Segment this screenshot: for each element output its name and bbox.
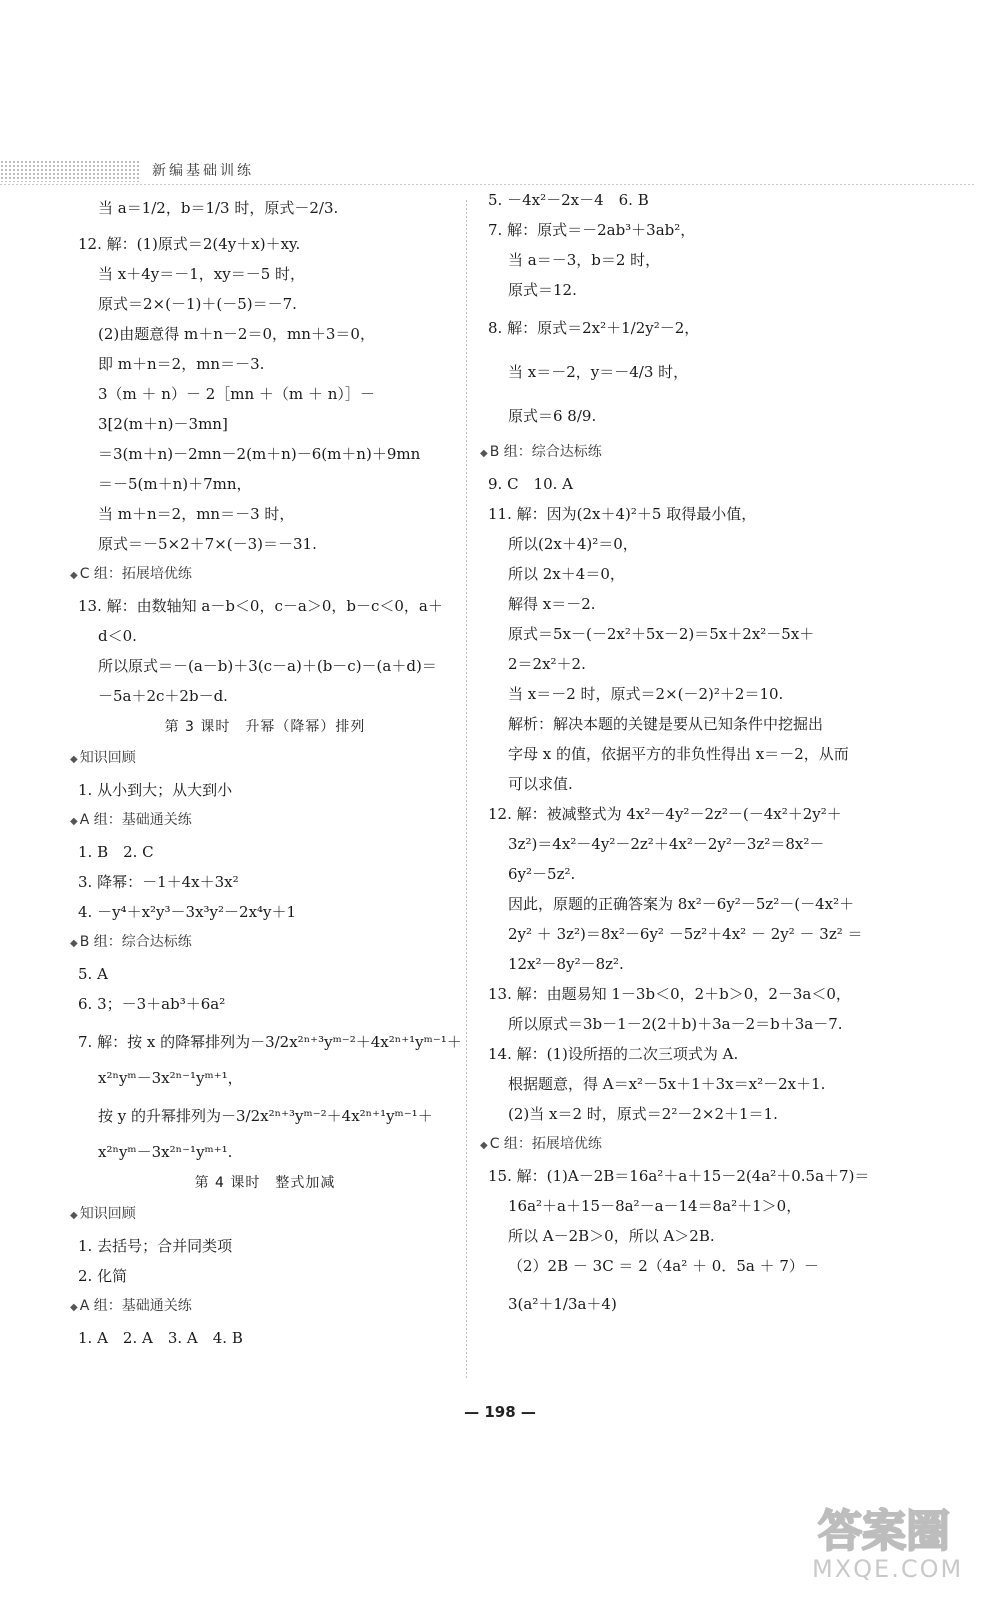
header-rule <box>0 184 975 185</box>
answer-item: 15. 解：(1)A－2B＝16a²＋a＋15－2(4a²＋0.5a＋7)＝ <box>488 1167 870 1185</box>
answer-item: 1. B 2. C <box>78 843 154 861</box>
answer-line: d＜0. <box>98 627 137 645</box>
answer-line: x²ⁿyᵐ－3x²ⁿ⁻¹yᵐ⁺¹， <box>98 1069 243 1087</box>
answer-line: （2）2B － 3C ＝ 2（4a² ＋ 0．5a ＋ 7）－ <box>508 1257 819 1275</box>
answer-line: 可以求值. <box>508 775 573 793</box>
answer-item: 1. 从小到大；从大到小 <box>78 781 233 799</box>
header-dot-band <box>0 160 140 182</box>
answer-item: 12. 解：被减整式为 4x²－4y²－2z²－(－4x²＋2y²＋ <box>488 805 842 823</box>
answer-line: 12x²－8y²－8z². <box>508 955 624 973</box>
page-number: — 198 — <box>464 1403 536 1421</box>
section-heading-text: B 组：综合达标练 <box>79 934 192 950</box>
answer-item: 13. 解：由题易知 1－3b＜0，2＋b＞0，2－3a＜0， <box>488 985 851 1003</box>
answer-line: 当 a＝－3，b＝2 时， <box>508 251 661 269</box>
lesson-title: 第 3 课时 升幂（降幂）排列 <box>164 719 366 735</box>
section-heading <box>70 932 460 954</box>
diamond-bullet-icon: ◆ <box>70 938 78 949</box>
answer-line: ＝－5(m＋n)＋7mn， <box>98 475 252 493</box>
answer-line: 当 a＝1/2，b＝1/3 时，原式－2/3. <box>98 199 339 217</box>
answer-line: 3z²)＝4x²－4y²－2z²＋4x²－2y²－3z²＝8x²－ <box>508 835 825 853</box>
section-heading <box>70 810 460 832</box>
answer-item: 8. 解：原式＝2x²＋1/2y²－2， <box>488 319 700 337</box>
answer-item: 1. A 2. A 3. A 4. B <box>78 1329 243 1347</box>
answer-item: 13. 解：由数轴知 a－b＜0，c－a＞0，b－c＜0，a＋ <box>78 597 443 615</box>
section-heading-text: C 组：拓展培优练 <box>489 1136 602 1152</box>
answer-item: 5. A <box>78 965 108 983</box>
answer-line: 解析：解决本题的关键是要从已知条件中挖掘出 <box>508 715 824 733</box>
answer-line: 原式＝－5×2＋7×(－3)＝－31. <box>98 535 317 553</box>
section-heading-text: 知识回顾 <box>79 750 136 766</box>
section-heading-text: 知识回顾 <box>79 1206 136 1222</box>
lesson-title: 第 4 课时 整式加减 <box>194 1175 336 1191</box>
answer-item: 1. 去括号；合并同类项 <box>78 1237 233 1255</box>
answer-line: 当 x＝－2 时，原式＝2×(－2)²＋2＝10. <box>508 685 784 703</box>
answer-line: 原式＝6 8/9. <box>508 407 597 425</box>
answer-line: 2＝2x²＋2. <box>508 655 586 673</box>
answer-item: 3. 降幂：－1＋4x＋3x² <box>78 873 239 891</box>
answer-item: 14. 解：(1)设所捂的二次三项式为 A. <box>488 1045 739 1063</box>
answer-item: 2. 化简 <box>78 1267 128 1285</box>
answer-item: 11. 解：因为(2x＋4)²＋5 取得最小值， <box>488 505 757 523</box>
section-heading <box>480 1134 975 1156</box>
section-heading-text: C 组：拓展培优练 <box>79 566 192 582</box>
answer-line: 3（m ＋ n）－ 2［mn ＋（m ＋ n）］－ <box>98 385 375 403</box>
answer-line: 当 m＋n＝2，mn＝－3 时， <box>98 505 295 523</box>
answer-line: (2)当 x＝2 时，原式＝2²－2×2＋1＝1. <box>508 1105 778 1123</box>
right-column <box>480 190 975 1330</box>
answer-line: 6y²－5z². <box>508 865 576 883</box>
answer-line: 即 m＋n＝2，mn＝－3. <box>98 355 265 373</box>
watermark-url: MXQE.COM <box>812 1555 964 1583</box>
answer-line: 所以 2x＋4＝0， <box>508 565 625 583</box>
answer-item: 9. C 10. A <box>488 475 574 493</box>
answer-line: 3(a²＋1/3a＋4) <box>508 1295 617 1313</box>
book-title: 新编基础训练 <box>152 163 254 179</box>
answer-line: 根据题意，得 A＝x²－5x＋1＋3x＝x²－2x＋1. <box>508 1075 826 1093</box>
answer-item: 12. 解：(1)原式＝2(4y＋x)＋xy. <box>78 235 301 253</box>
section-heading <box>70 748 460 770</box>
answer-line: 所以原式＝－(a－b)＋3(c－a)＋(b－c)－(a＋d)＝ <box>98 657 437 675</box>
section-heading-text: A 组：基础通关练 <box>79 1298 192 1314</box>
answer-line: 原式＝2×(－1)＋(－5)＝－7. <box>98 295 297 313</box>
section-heading <box>70 1296 460 1318</box>
diamond-bullet-icon: ◆ <box>480 1140 488 1151</box>
answer-line: 16a²＋a＋15－8a²－a－14＝8a²＋1＞0， <box>508 1197 802 1215</box>
answer-line: 解得 x＝－2. <box>508 595 596 613</box>
diamond-bullet-icon: ◆ <box>70 1210 78 1221</box>
answer-line: 2y² ＋ 3z²)＝8x²－6y² －5z²＋4x² － 2y² － 3z² ＝ <box>508 925 863 943</box>
answer-line: 原式＝5x－(－2x²＋5x－2)＝5x＋2x²－5x＋ <box>508 625 815 643</box>
answer-line: x²ⁿyᵐ－3x²ⁿ⁻¹yᵐ⁺¹. <box>98 1143 233 1161</box>
watermark-glyphs: 答案圈 <box>818 1506 950 1557</box>
answer-line: 原式＝12. <box>508 281 577 299</box>
answer-line: 因此，原题的正确答案为 8x²－6y²－5z²－(－4x²＋ <box>508 895 855 913</box>
answer-line: 字母 x 的值，依据平方的非负性得出 x＝－2，从而 <box>508 745 849 763</box>
diamond-bullet-icon: ◆ <box>70 816 78 827</box>
left-column <box>70 190 460 1358</box>
answer-line: 所以(2x＋4)²＝0， <box>508 535 638 553</box>
section-heading-text: A 组：基础通关练 <box>79 812 192 828</box>
answer-line: ＝3(m＋n)－2mn－2(m＋n)－6(m＋n)＋9mn <box>98 445 421 463</box>
answer-item: 5. －4x²－2x－4 6. B <box>488 191 649 209</box>
section-heading <box>70 1204 460 1226</box>
answer-line: 当 x＝－2，y＝－4/3 时， <box>508 363 689 381</box>
answer-line: (2)由题意得 m＋n－2＝0，mn＋3＝0， <box>98 325 375 343</box>
answer-item: 7. 解：按 x 的降幂排列为－3/2x²ⁿ⁺³yᵐ⁻²＋4x²ⁿ⁺¹yᵐ⁻¹＋ <box>78 1033 462 1051</box>
answer-line: 所以 A－2B＞0，所以 A＞2B. <box>508 1227 715 1245</box>
answer-item: 7. 解：原式＝－2ab³＋3ab²， <box>488 221 696 239</box>
section-heading <box>70 564 460 586</box>
diamond-bullet-icon: ◆ <box>480 448 488 459</box>
answer-item: 4. －y⁴＋x²y³－3x³y²－2x⁴y＋1 <box>78 903 297 921</box>
section-heading-text: B 组：综合达标练 <box>489 444 602 460</box>
diamond-bullet-icon: ◆ <box>70 1302 78 1313</box>
column-divider <box>466 200 467 1380</box>
answer-line: 所以原式＝3b－1－2(2＋b)＋3a－2＝b＋3a－7. <box>508 1015 843 1033</box>
answer-line: 按 y 的升幂排列为－3/2x²ⁿ⁺³yᵐ⁻²＋4x²ⁿ⁺¹yᵐ⁻¹＋ <box>98 1107 433 1125</box>
answer-line: 当 x＋4y＝－1，xy＝－5 时， <box>98 265 306 283</box>
diamond-bullet-icon: ◆ <box>70 754 78 765</box>
answer-item: 6. 3；－3＋ab³＋6a² <box>78 995 226 1013</box>
section-heading <box>480 442 975 464</box>
diamond-bullet-icon: ◆ <box>70 570 78 581</box>
answer-line: －5a＋2c＋2b－d. <box>98 687 228 705</box>
answer-line: 3[2(m＋n)－3mn] <box>98 415 228 433</box>
